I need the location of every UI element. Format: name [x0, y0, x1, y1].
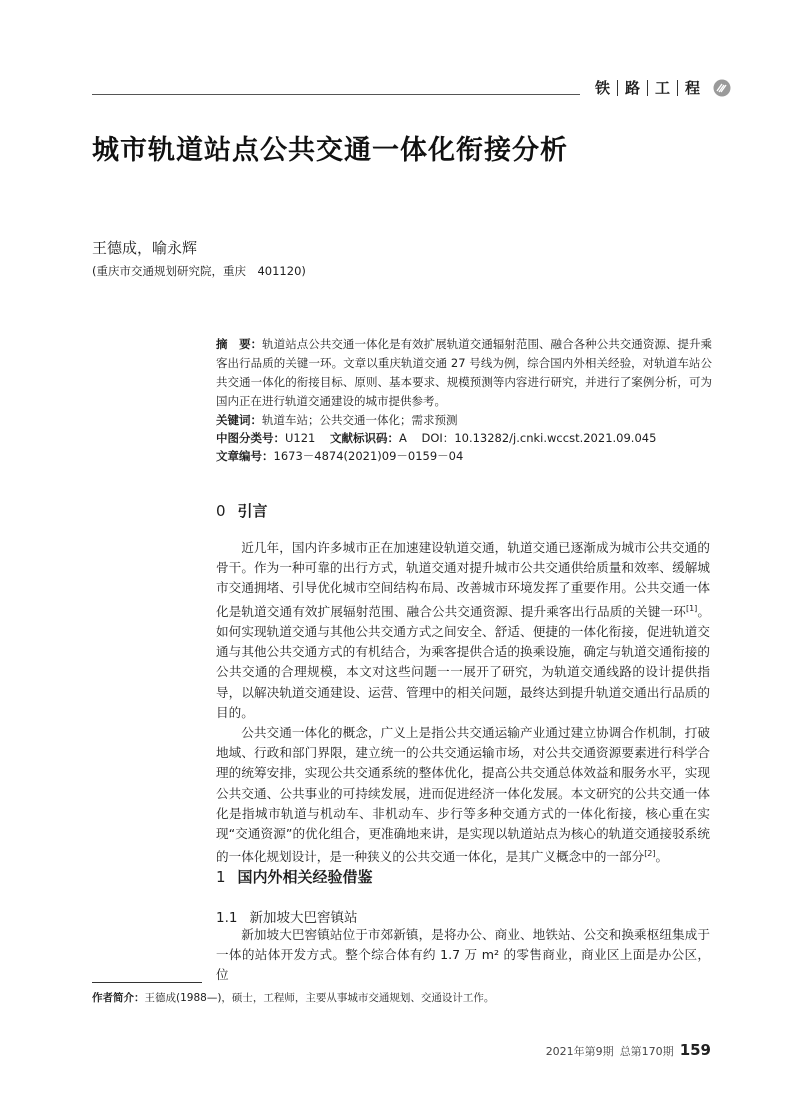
issue-label: 2021年第9期 [545, 1045, 614, 1058]
header-rule [92, 94, 580, 95]
section-number: 1 [216, 868, 226, 886]
clc-label: 中图分类号： [216, 431, 285, 445]
subsection-heading [216, 906, 357, 926]
citation: [2] [644, 849, 656, 859]
subsection-title: 新加坡大巴窖镇站 [249, 910, 358, 926]
section-number: 0 [216, 502, 226, 520]
total-issue-label: 总第170期 [619, 1045, 674, 1058]
author-footnote [92, 990, 494, 1005]
abstract-label: 摘 要： [216, 337, 263, 351]
page-folio [546, 1041, 711, 1059]
keywords-label: 关键词： [216, 413, 262, 427]
journal-char: 路 [625, 79, 641, 97]
journal-logo-icon [713, 79, 731, 97]
journal-char: 工 [655, 79, 671, 97]
footnote-text: 王德成(1988—)，硕士，工程师，主要从事城市交通规划、交通设计工作。 [144, 992, 495, 1004]
section-title: 国内外相关经验借鉴 [237, 868, 373, 886]
affiliation: (重庆市交通规划研究院，重庆 401120) [92, 264, 306, 278]
abstract [216, 335, 712, 411]
abstract-block [216, 335, 712, 465]
clc-value: U121 [285, 431, 316, 445]
journal-char: 程 [685, 79, 701, 97]
keywords: 轨道车站；公共交通一体化；需求预测 [262, 413, 458, 427]
page-number: 159 [679, 1041, 711, 1059]
article-title: 城市轨道站点公共交通一体化衔接分析 [92, 135, 568, 166]
subsection-number: 1.1 [216, 910, 238, 926]
section-heading [216, 866, 373, 887]
journal-name [588, 77, 731, 99]
paragraph-text: 近几年，国内许多城市正在加速建设轨道交通，轨道交通已逐渐成为城市公共交通的骨干。作为一种可靠的出行方式，轨道交通对提升城市公共交通供给质量和效率、缓解城市交通拥堵、引导优化城市空间结构布局、改善城市环境发挥了重要作用。公共交通一体化是轨道交通有效扩展辐射范围、融合公共交通资源、提升乘客出行品质的关键一环 [216, 540, 710, 619]
paragraph: 新加坡大巴窖镇站位于市郊新镇，是将办公、商业、地铁站、公交和换乘枢纽集成于一体的站体开发方式。整个综合体有约 1.7 万 m² 的零售商业，商业区上面是办公区，位 [216, 927, 710, 983]
section-title: 引言 [237, 502, 268, 520]
keywords-line [216, 411, 712, 429]
article-no-label: 文章编号： [216, 449, 274, 463]
section1-body [216, 925, 710, 986]
doi-value: 10.13282/j.cnki.wccst.2021.09.045 [454, 431, 657, 445]
section-heading [216, 500, 268, 521]
journal-char: 铁 [595, 79, 611, 97]
citation: [1] [685, 603, 698, 613]
authors: 王德成，喻永辉 [92, 239, 198, 257]
footnote-label: 作者简介： [92, 992, 145, 1004]
abstract-text: 轨道站点公共交通一体化是有效扩展轨道交通辐射范围、融合各种公共交通资源、提升乘客出行品质的关键一环。文章以重庆轨道交通 27 号线为例，综合国内外相关经验，对轨道车站公共交通一体化的衔接目标、原则、基本要求、规模预测等内容进行研究，并进行了案例分析，可为国内正在进行轨道交通建设的城市提供参考。 [216, 337, 713, 408]
doi-label: DOI： [421, 431, 455, 445]
intro-body [216, 538, 710, 868]
paragraph-text: 公共交通一体化的概念，广义上是指公共交通运输产业通过建立协调合作机制，打破地域、行政和部门界限，建立统一的公共交通运输市场，对公共交通资源要素进行科学合理的统筹安排，实现公共交通系统的整体优化，提高公共交通总体效益和服务水平，实现公共交通、公共事业的可持续发展，进而促进经济一体化发展。本文研究的公共交通一体化是指城市轨道与机动车、非机动车、步行等多种交通方式的一体化衔接，核心重在实现“交通资源”的优化组合，更准确地来讲，是实现以轨道站点为核心的轨道交通接驳系统的一体化规划设计，是一种狭义的公共交通一体化，是其广义概念中的一部分 [216, 725, 710, 865]
doc-code-value: A [399, 431, 407, 445]
doc-code-label: 文献标识码： [330, 431, 399, 445]
classification-line [216, 429, 712, 447]
article-no-value: 1673－4874(2021)09－0159－04 [273, 449, 464, 463]
paragraph [216, 723, 710, 868]
paragraph-text: 。如何实现轨道交通与其他公共交通方式之间安全、舒适、便捷的一体化衔接，促进轨道交通与其他公共交通方式的有机结合，为乘客提供合适的换乘设施，确定与轨道交通衔接的公共交通的合理规模，本文对这些问题一一展开了研究，为轨道交通线路的设计提供指导，以解决轨道交通建设、运营、管理中的相关问题，最终达到提升轨道交通出行品质的目的。 [216, 603, 711, 720]
paragraph [216, 538, 710, 723]
footnote-rule [92, 982, 202, 983]
article-number-line [216, 447, 712, 465]
paragraph-text: 。 [655, 849, 669, 865]
